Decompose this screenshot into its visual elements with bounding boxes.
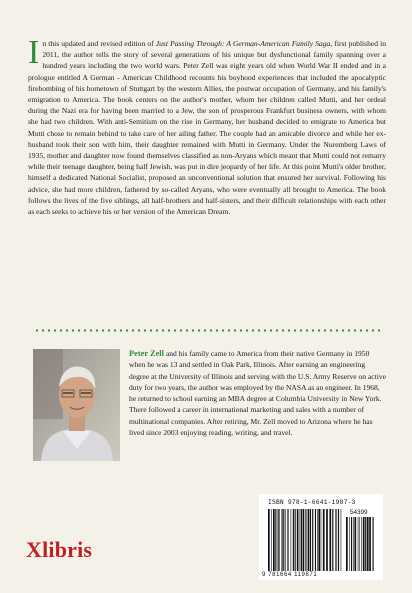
barcode-bar: [285, 509, 286, 571]
barcode-bar: [332, 509, 333, 571]
barcode-bar: [275, 509, 276, 571]
barcode-bar: [335, 509, 336, 571]
barcode-bar: [363, 517, 365, 571]
barcode-bar: [310, 509, 311, 571]
barcode-bar: [318, 509, 320, 571]
author-portrait-image: [33, 349, 120, 461]
barcode-bar: [323, 509, 325, 571]
barcode-bar: [305, 509, 306, 571]
barcode-bar: [373, 517, 374, 571]
barcode-bar: [287, 509, 288, 571]
barcode-bar: [354, 517, 356, 571]
barcode-bar: [278, 509, 279, 571]
barcode-bar: [293, 509, 294, 571]
barcode-bar: [308, 509, 310, 571]
barcode-bar: [291, 509, 292, 571]
barcode-bar: [359, 517, 360, 571]
author-bio-text: and his family came to America from their native Germany in 1950 when he was 13 and settled in Oak Park, Illinois. After earning an engineering degree at the University of Illinois and serving with the U.S. Army Reserve on active duty for two years, the author was employed by the NASA as an engineer. In 1968, he returned to school earning an MBA degree at Columbia University in New York. There followed a career in international marketing and sales with a number of multinational companies. After retiring, Mr. Zell moved to Arizona where he has lived since 2003 enjoying reading, writing, and travel.: [129, 349, 386, 438]
book-synopsis: [28, 34, 386, 217]
ean-barcode: [268, 509, 342, 571]
barcode-bar: [367, 517, 369, 571]
author-name: Peter Zell: [129, 349, 164, 358]
barcode-bar: [369, 517, 371, 571]
ean-number: 9 781664 119871: [262, 572, 318, 578]
isbn-label: ISBN 978-1-6641-1987-3: [268, 499, 356, 506]
barcode-bar: [336, 509, 337, 571]
barcode-bar: [303, 509, 305, 571]
barcode-bar: [268, 509, 270, 571]
synopsis-intro: n this updated and revised edition of: [42, 39, 156, 48]
barcode-bar: [321, 509, 322, 571]
barcode-bar: [301, 509, 302, 571]
barcode-bar: [273, 509, 275, 571]
barcode-bar: [329, 509, 331, 571]
barcode-bar: [300, 509, 301, 571]
barcode-bar: [338, 509, 339, 571]
barcode-bar: [351, 517, 352, 571]
barcode-bar: [361, 517, 362, 571]
barcode-bar: [365, 517, 366, 571]
barcode-bar: [271, 509, 272, 571]
barcode-bar: [341, 509, 342, 571]
barcode-bar: [353, 517, 354, 571]
barcode-bar: [358, 517, 359, 571]
barcode-bar: [312, 509, 313, 571]
barcode-bar: [346, 517, 348, 571]
author-photo: [33, 349, 120, 461]
barcode-bar: [288, 509, 289, 571]
dotted-divider: [34, 329, 380, 332]
barcode-bar: [349, 517, 350, 571]
barcode-bar: [283, 509, 284, 571]
barcode-bar: [326, 509, 328, 571]
barcode-bar: [282, 509, 283, 571]
publisher-logo: Xlibris: [26, 537, 93, 562]
barcode-bar: [315, 509, 316, 571]
addon-barcode: [346, 517, 376, 571]
barcode-bar: [317, 509, 318, 571]
book-title: Just Passing Through: A German-American Family Saga: [155, 39, 331, 48]
price-code: 54399: [350, 509, 368, 516]
author-bio: [129, 348, 387, 438]
barcode-bar: [297, 509, 299, 571]
drop-cap: I: [28, 34, 40, 71]
barcode-bar: [279, 509, 280, 571]
barcode-bar: [295, 509, 296, 571]
synopsis-body: , first published in 2011, the author tells the story of several generations of his unique but dysfunctional family spanning over a hundred years including the two world wars. Peter Zell was eight years old when World War II ended and in a prologue entitled A German - American Childhood recounts his boyhood experiences that included the apocalyptic firebombing of his hometown of Stuttgart by the western Allies, the postwar occupation of Germany, and his family's emigration to America. The book centers on the author's mother, whom her children called Mutti, and her ordeal during the Nazi era for having been married to a Jew, the son of prosperous Frankfurt business owners, with whom she had two children. With anti-Semitism on the rise in Germany, her husband decided to emigrate to America but Mutti chose to remain behind to take care of her ailing father. The couple had an amicable divorce and while her ex-husband took their son with him, their daughter remained with Mutti in Germany. Under the Nuremberg Laws of 1935, mother and daughter now found themselves classified as non-Aryans which meant that Mutti could not remarry while their teenage daughter, being half Jewish, was put in dire jeopardy of her life. At this point Mutti's older brother, himself a dedicated National Socialist, proposed an unconventional solution that ensured her survival. Following his advice, she had more children, fathered by so-called Aryans, who were eventually all brought to America. The book follows the lives of the five siblings, all half-brothers and half-sisters, and their difficult relationships with each other as each seeks to achieve his or her version of the American Dream.: [28, 39, 386, 217]
